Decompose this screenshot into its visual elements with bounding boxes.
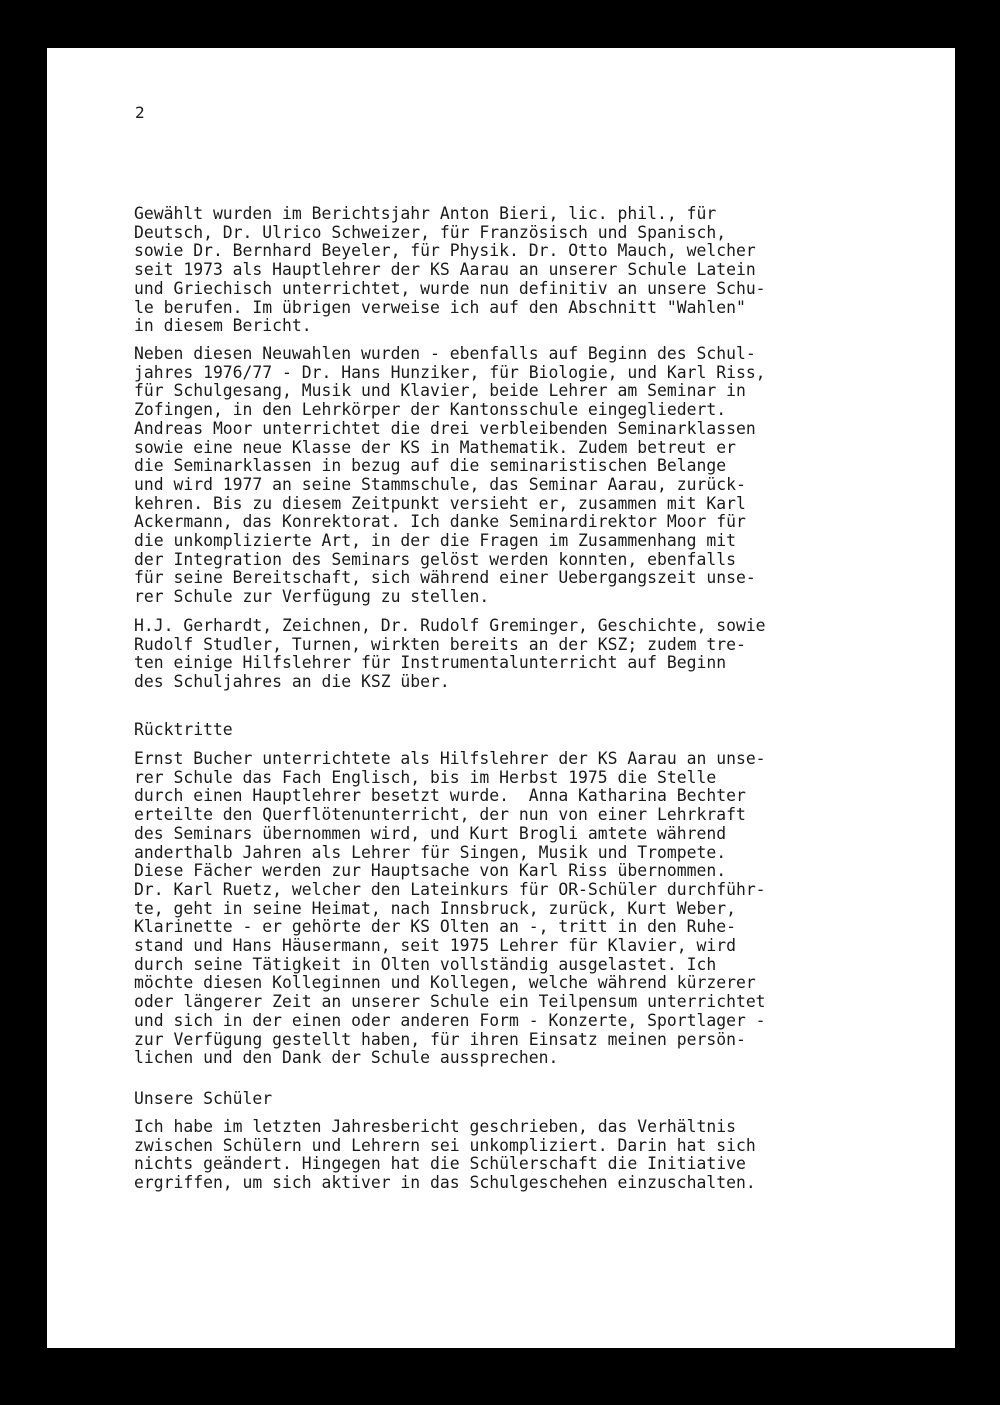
paragraph-students: Ich habe im letzten Jahresbericht geschrieben, das Verhältnis zwischen Schülern und Lehrern sei unkompliziert. Darin hat sich nichts geändert. Hingegen hat die Schülerschaft die Initiative ergriffen, um sich aktiver in das Schulgeschehen einzuschalten. [134, 1117, 756, 1193]
paragraph-resignations: Ernst Bucher unterrichtete als Hilfslehrer der KS Aarau an unse- rer Schule das Fach Englisch, bis im Herbst 1975 die Stelle durch einen Hauptlehrer besetzt wurde. Anna Katharina Bechter erteilte den Querflötenunterricht, der nun von einer Lehrkraft des Seminars übernommen wird, und Kurt Brogli amtete während anderthalb Jahren als Lehrer für Singen, Musik und Trompete. Diese Fächer werden zur Hauptsache von Karl Riss übernommen. Dr. Karl Ruetz, welcher den Lateinkurs für OR-Schüler durchführ- te, geht in seine Heimat, nach Innsbruck, zurück, Kurt Weber, Klarinette - er gehörte der KS Olten an -, tritt in den Ruhe- stand und Hans Häusermann, seit 1975 Lehrer für Klavier, wird durch seine Tätigkeit in Olten vollständig ausgelastet. Ich möchte diesen Kolleginnen und Kollegen, welche während kürzerer oder längerer Zeit an unserer Schule ein Teilpensum unterrichtet und sich in der einen oder anderen Form - Konzerte, Sportlager - zur Verfügung gestellt haben, für ihren Einsatz meinen persön- lichen und den Dank der Schule aussprechen. [134, 749, 766, 1068]
section-heading-students: Unsere Schüler [134, 1089, 273, 1108]
page-number: 2 [135, 103, 145, 122]
paragraph-elections: Gewählt wurden im Berichtsjahr Anton Bieri, lic. phil., für Deutsch, Dr. Ulrico Schweizer, für Französisch und Spanisch, sowie Dr. Bernhard Beyeler, für Physik. Dr. Otto Mauch, welcher seit 1973 als Hauptlehrer der KS Aarau an unserer Schule Latein und Griechisch unterrichtet, wurde nun definitiv an unsere Schu- le berufen. Im übrigen verweise ich auf den Abschnitt "Wahlen" in diesem Bericht. [134, 204, 766, 336]
section-heading-resignations: Rücktritte [134, 720, 233, 739]
paragraph-new-appointments: Neben diesen Neuwahlen wurden - ebenfalls auf Beginn des Schul- jahres 1976/77 - Dr. Hans Hunziker, für Biologie, und Karl Riss, für Schulgesang, Musik und Klavier, beide Lehrer am Seminar in Zofingen, in den Lehrkörper der Kantonsschule eingegliedert. Andreas Moor unterrichtet die drei verbleibenden Seminarklassen sowie eine neue Klasse der KS in Mathematik. Zudem betreut er die Seminarklassen in bezug auf die seminaristischen Belange und wird 1977 an seine Stammschule, das Seminar Aarau, zurück- kehren. Bis zu diesem Zeitpunkt versieht er, zusammen mit Karl Ackermann, das Konrektorat. Ich danke Seminardirektor Moor für die unkomplizierte Art, in der die Fragen im Zusammenhang mit der Integration des Seminars gelöst werden konnten, ebenfalls für seine Bereitschaft, sich während einer Uebergangszeit unse- rer Schule zur Verfügung zu stellen. [134, 344, 766, 607]
paragraph-existing-staff: H.J. Gerhardt, Zeichnen, Dr. Rudolf Greminger, Geschichte, sowie Rudolf Studler, Turnen, wirkten bereits an der KSZ; zudem tre- ten einige Hilfslehrer für Instrumentalunterricht auf Beginn des Schuljahres an die KSZ über. [134, 616, 766, 692]
